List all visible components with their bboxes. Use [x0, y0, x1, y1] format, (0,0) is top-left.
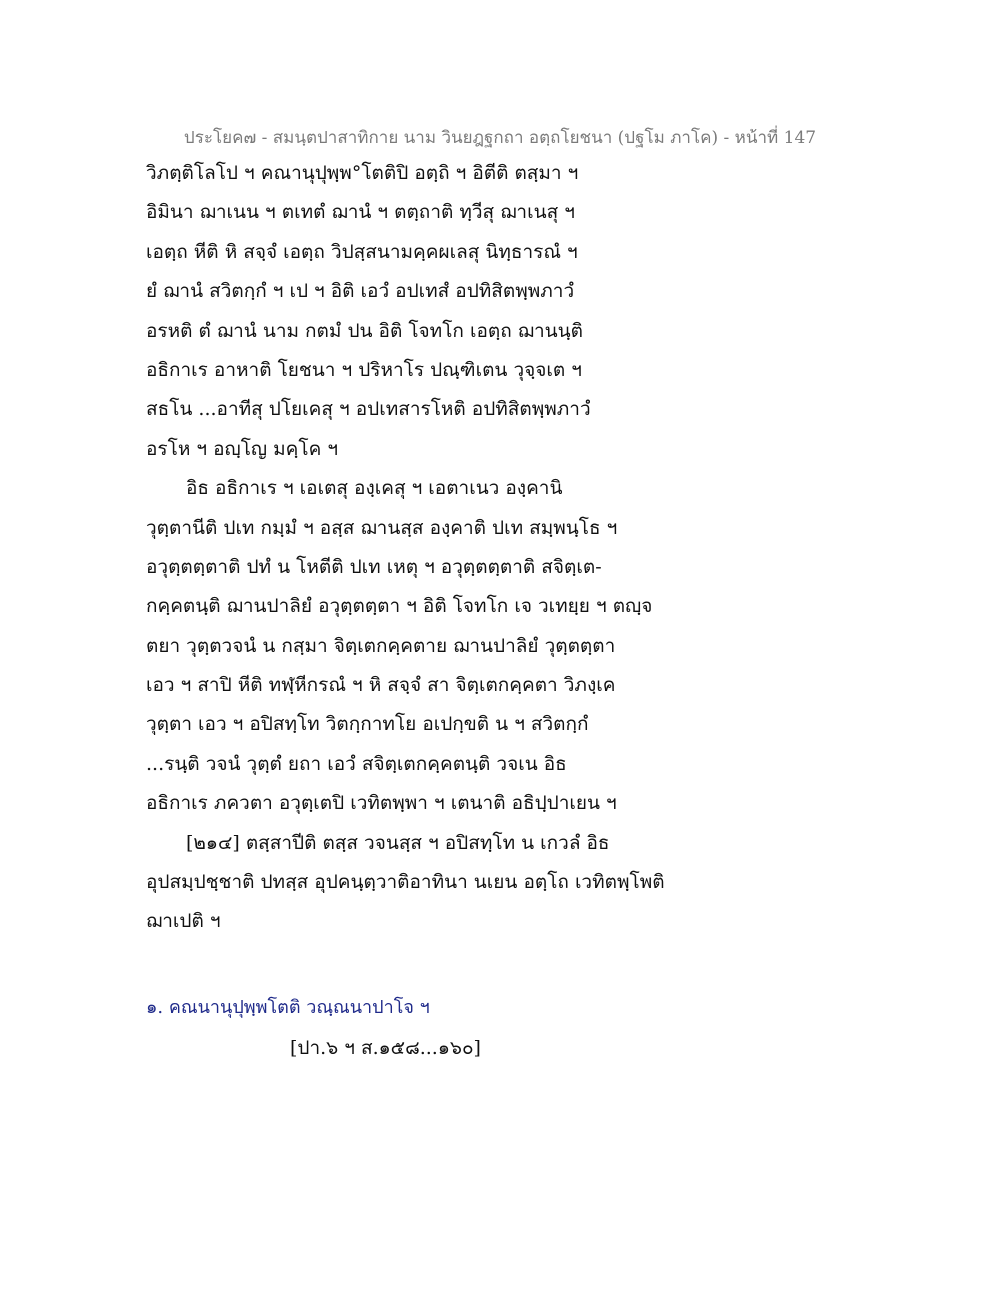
text-line-5: อรหติ ตํ ฌานํ นาม กตมํ ปน อิติ โจทโก เอตฺถ ฌานนฺติ	[146, 319, 583, 342]
text-line-9: อิธ อธิกาเร ฯ เอเตสุ องฺเคสุ ฯ เอตาเนว องฺคานิ	[186, 477, 563, 500]
text-line-4: ยํ ฌานํ สวิตกฺกํ ฯ เป ฯ อิติ เอวํ อปเทสํ อปทิสิตพฺพภาวํ	[146, 280, 575, 303]
text-line-12: กคฺคตนฺติ ฌานปาลิยํ อวุตฺตตฺตา ฯ อิติ โจทโก เจ วเทยฺย ฯ ตญฺจ	[146, 595, 653, 618]
text-line-19: อุปสมฺปชฺชาติ ปทสฺส อุปคนฺตฺวาติอาทินา นเยน อตฺโถ เวทิตพฺโพติ	[146, 871, 665, 894]
text-line-18: [๒๑๔] ตสฺสาปีติ ตสฺส วจนสฺส ฯ อปิสทฺโท น เกวลํ อิธ	[186, 831, 610, 854]
text-line-6: อธิกาเร อาหาติ โยชนา ฯ ปริหาโร ปณฺฑิเตน วุจฺจเต ฯ	[146, 358, 582, 381]
text-line-3: เอตฺถ หีติ หิ สจฺจํ เอตฺถ วิปสฺสนามคฺคผเลสุ นิทฺธารณํ ฯ	[146, 240, 578, 263]
text-line-17: อธิกาเร ภควตา อวุตฺเตปิ เวทิตพฺพา ฯ เตนาติ อธิปฺปาเยน ฯ	[146, 792, 617, 815]
text-line-13: ตยา วุตฺตวจนํ น กสฺมา จิตฺเตกคฺคตาย ฌานปาลิยํ วุตฺตตฺตา	[146, 634, 616, 657]
page-header: ประโยค๗ - สมนฺตปาสาทิกาย นาม วินยฎฐกถา อตฺถโยชนา (ปฐโม ภาโค) - หน้าที่ 147	[183, 128, 817, 148]
body-text	[146, 160, 866, 948]
text-line-11: อวุตฺตตฺตาติ ปทํ น โหตีติ ปเท เหตุ ฯ อวุตฺตตฺตาติ สจิตฺเต-	[146, 555, 602, 578]
text-line-1: วิภตฺติโลโป ฯ คณานุปุพฺพ°โตติปิ อตฺถิ ฯ อิตีติ ตสฺมา ฯ	[146, 162, 579, 184]
text-line-14: เอว ฯ สาปิ หีติ ทฬฺหีกรณํ ฯ หิ สจฺจํ สา จิตฺเตกคฺคตา วิภงฺเค	[146, 674, 616, 697]
text-line-16: ...รนฺติ วจนํ วุตฺตํ ยถา เอวํ สจิตฺเตกคฺคตนฺติ วจเน อิธ	[146, 752, 567, 775]
text-line-7: สธโน ...อาทีสุ ปโยเคสุ ฯ อปเทสารโหติ อปทิสิตพฺพภาวํ	[146, 398, 591, 421]
text-line-20: ฌาเปติ ฯ	[146, 910, 221, 933]
footnote: ๑. คณนานุปุพฺพโตติ วณฺณนาปาโจ ฯ	[146, 997, 430, 1018]
text-line-8: อรโห ฯ อญฺโญ มคฺโค ฯ	[146, 437, 338, 460]
text-line-10: วุตฺตานีติ ปเท กมฺมํ ฯ อสฺส ฌานสฺส องฺคาติ ปเท สมฺพนฺโธ ฯ	[146, 516, 618, 539]
text-line-15: วุตฺตา เอว ฯ อปิสทฺโท วิตกฺกาทโย อเปกฺขติ น ฯ สวิตกฺกํ	[146, 713, 589, 736]
source-reference: [ปา.๖ ฯ ส.๑๕๘...๑๖๐]	[290, 1037, 481, 1059]
text-line-2: อิมินา ฌาเนน ฯ ตเทตํ ฌานํ ฯ ตตฺถาติ ทฺวีสุ ฌาเนสุ ฯ	[146, 201, 575, 224]
